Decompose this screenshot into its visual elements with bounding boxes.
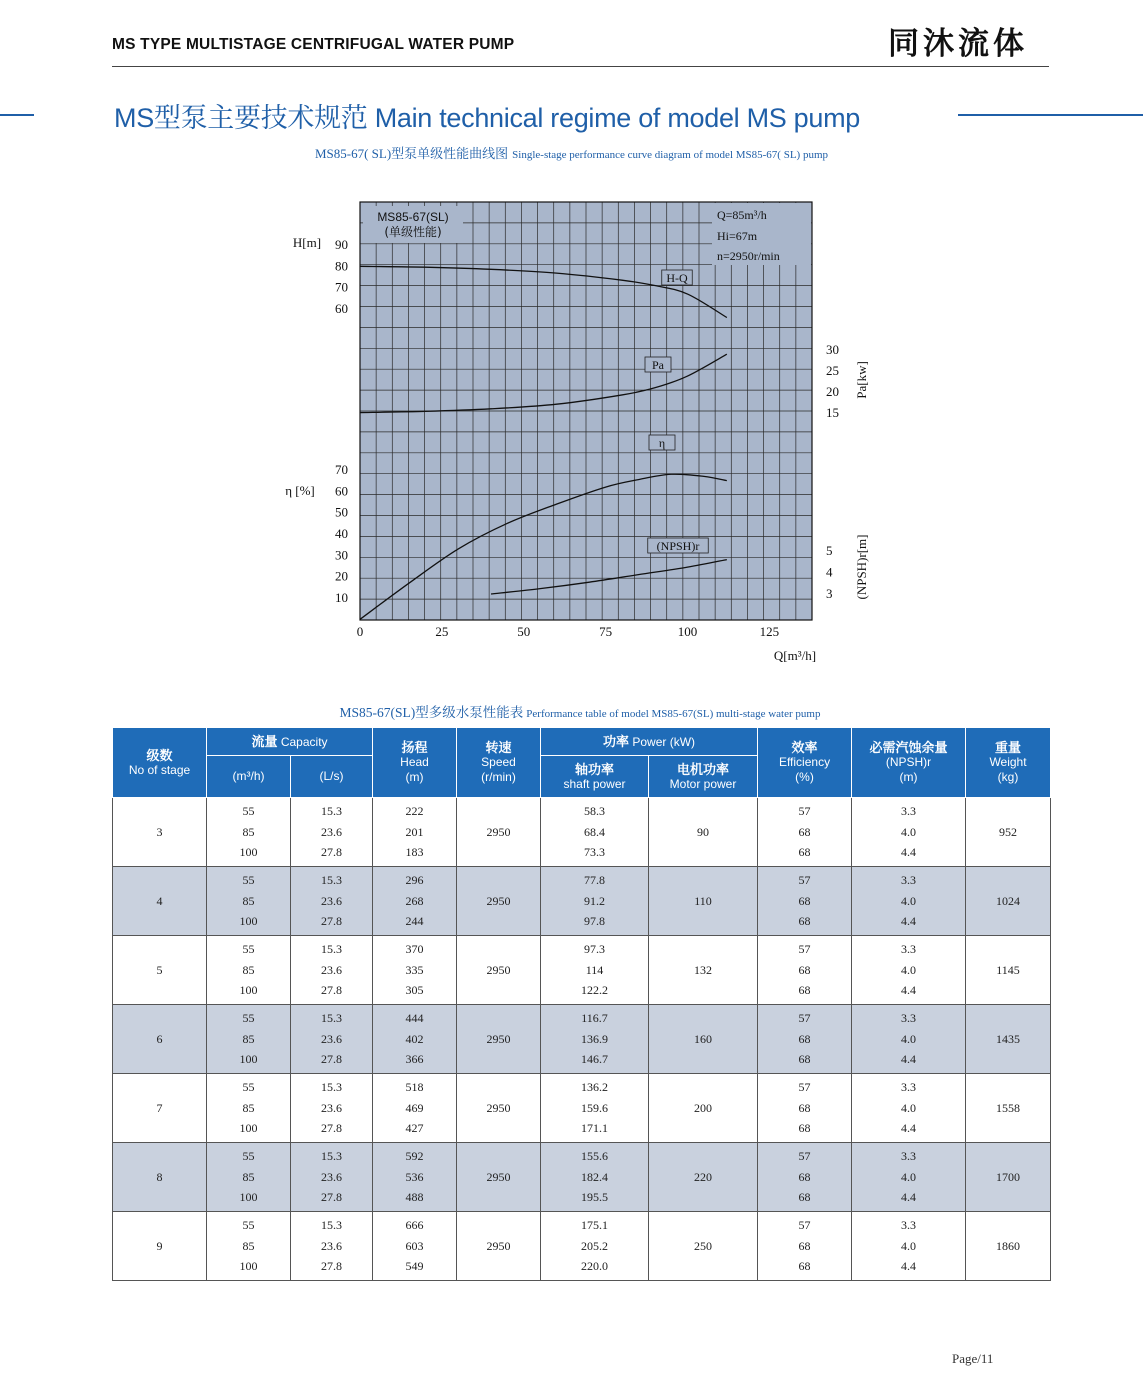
cell-shaft-power-value: 68.4 xyxy=(584,824,606,839)
cell-head-value: 427 xyxy=(405,1121,424,1136)
table-row xyxy=(113,1143,1051,1212)
cell-npsh-value: 4.4 xyxy=(901,1121,917,1136)
cell-weight: 1024 xyxy=(966,867,1051,936)
col-head: 扬程 Head (m) xyxy=(373,728,457,798)
table-row xyxy=(113,867,1051,936)
cell-weight: 1558 xyxy=(966,1074,1051,1143)
cell-flow-ls-value: 23.6 xyxy=(321,1169,342,1184)
cell-head-value: 402 xyxy=(405,1031,424,1046)
cell-head-value: 335 xyxy=(405,962,424,977)
power-tick-label: 25 xyxy=(826,363,839,378)
head-axis-label: H[m] xyxy=(292,235,322,250)
cell-shaft-power-value: 171.1 xyxy=(581,1121,609,1136)
cell-efficiency xyxy=(758,1005,852,1074)
cell-flow-m3h-value: 85 xyxy=(242,962,255,977)
cell-flow-ls-value: 15.3 xyxy=(321,1080,342,1095)
cell-weight: 1700 xyxy=(966,1143,1051,1212)
cell-shaft-power-value: 159.6 xyxy=(581,1100,609,1115)
cell-npsh-value: 4.0 xyxy=(901,1100,917,1115)
cell-flow-ls xyxy=(291,1005,373,1074)
cell-stage: 6 xyxy=(113,1005,207,1074)
cell-npsh-value: 3.3 xyxy=(901,1218,917,1233)
curve-label: Pa xyxy=(652,358,664,372)
cell-motor-power: 220 xyxy=(649,1143,758,1212)
x-axis-label: Q[m³/h] xyxy=(773,648,817,663)
cell-flow-ls-value: 23.6 xyxy=(321,1031,342,1046)
spec-line: Hi=67m xyxy=(717,229,758,243)
cell-efficiency-value: 68 xyxy=(798,1100,811,1115)
cell-npsh xyxy=(852,798,966,867)
efficiency-tick-label: 10 xyxy=(335,590,348,605)
cell-speed: 2950 xyxy=(457,1212,541,1281)
cell-efficiency-value: 68 xyxy=(798,1121,811,1136)
cell-flow-ls-value: 15.3 xyxy=(321,1149,342,1164)
cell-speed: 2950 xyxy=(457,867,541,936)
cell-flow-m3h-value: 100 xyxy=(239,983,258,998)
cell-npsh-value: 3.3 xyxy=(901,1011,917,1026)
cell-weight: 1145 xyxy=(966,936,1051,1005)
cell-flow-m3h-value: 85 xyxy=(242,824,255,839)
cell-npsh-value: 4.4 xyxy=(901,1052,917,1067)
cell-flow-m3h-value: 55 xyxy=(242,1218,255,1233)
col-capacity-m3h: (m³/h) xyxy=(207,756,291,798)
cell-efficiency-value: 57 xyxy=(798,1080,811,1095)
header-title: MS TYPE MULTISTAGE CENTRIFUGAL WATER PUMP xyxy=(112,36,515,53)
cell-flow-ls-value: 23.6 xyxy=(321,962,342,977)
col-speed: 转速 Speed (r/min) xyxy=(457,728,541,798)
power-tick-label: 30 xyxy=(826,342,839,357)
cell-shaft-power-value: 58.3 xyxy=(584,804,606,819)
table-row xyxy=(113,1212,1051,1281)
cell-npsh xyxy=(852,867,966,936)
cell-npsh-value: 4.4 xyxy=(901,983,917,998)
cell-efficiency-value: 68 xyxy=(798,1259,811,1274)
table-row xyxy=(113,1005,1051,1074)
cell-flow-ls-value: 15.3 xyxy=(321,1011,342,1026)
cell-flow-ls-value: 23.6 xyxy=(321,824,342,839)
cell-flow-ls xyxy=(291,1143,373,1212)
cell-flow-ls xyxy=(291,798,373,867)
col-efficiency: 效率 Efficiency (%) xyxy=(758,728,852,798)
efficiency-tick-label: 70 xyxy=(335,462,348,477)
x-tick-label: 50 xyxy=(517,624,531,639)
cell-flow-m3h-value: 55 xyxy=(242,1080,255,1095)
cell-flow-m3h xyxy=(207,1212,291,1281)
cell-npsh-value: 4.0 xyxy=(901,893,917,908)
cell-npsh-value: 4.4 xyxy=(901,1259,917,1274)
cell-flow-ls-value: 15.3 xyxy=(321,804,342,819)
col-capacity: 流量 Capacity xyxy=(207,728,373,756)
cell-stage: 7 xyxy=(113,1074,207,1143)
cell-efficiency-value: 57 xyxy=(798,873,811,888)
cell-npsh-value: 3.3 xyxy=(901,873,917,888)
cell-efficiency-value: 68 xyxy=(798,1031,811,1046)
cell-head-value: 183 xyxy=(405,845,424,860)
cell-flow-m3h-value: 100 xyxy=(239,1121,258,1136)
cell-flow-m3h xyxy=(207,798,291,867)
efficiency-tick-label: 20 xyxy=(335,568,348,584)
cell-head-value: 444 xyxy=(405,1011,424,1026)
cell-head xyxy=(373,1005,457,1074)
cell-head-value: 603 xyxy=(405,1238,424,1253)
cell-efficiency-value: 68 xyxy=(798,1190,811,1205)
cell-flow-ls-value: 27.8 xyxy=(321,1190,342,1205)
cell-shaft-power-value: 91.2 xyxy=(584,893,606,908)
cell-shaft-power-value: 175.1 xyxy=(581,1218,609,1233)
col-shaft-power: 轴功率 shaft power xyxy=(541,756,649,798)
cell-npsh-value: 4.4 xyxy=(901,914,917,929)
cell-flow-ls-value: 27.8 xyxy=(321,1052,342,1067)
cell-flow-ls-value: 15.3 xyxy=(321,1218,342,1233)
cell-npsh xyxy=(852,1005,966,1074)
performance-curve-chart xyxy=(0,0,1143,680)
cell-npsh-value: 3.3 xyxy=(901,1080,917,1095)
cell-motor-power: 160 xyxy=(649,1005,758,1074)
cell-npsh xyxy=(852,1143,966,1212)
cell-flow-ls xyxy=(291,1074,373,1143)
x-tick-label: 0 xyxy=(356,624,364,639)
cell-flow-m3h xyxy=(207,936,291,1005)
cell-shaft-power xyxy=(541,1074,649,1143)
cell-efficiency-value: 68 xyxy=(798,1238,811,1253)
cell-efficiency-value: 57 xyxy=(798,942,811,957)
cell-flow-ls-value: 23.6 xyxy=(321,1100,342,1115)
cell-motor-power: 250 xyxy=(649,1212,758,1281)
cell-head-value: 268 xyxy=(405,893,424,908)
cell-flow-m3h-value: 100 xyxy=(239,845,258,860)
cell-shaft-power xyxy=(541,1005,649,1074)
cell-motor-power: 200 xyxy=(649,1074,758,1143)
cell-flow-m3h-value: 85 xyxy=(242,1238,255,1253)
cell-stage: 4 xyxy=(113,867,207,936)
cell-head xyxy=(373,1074,457,1143)
cell-head-value: 536 xyxy=(405,1169,424,1184)
cell-head xyxy=(373,1212,457,1281)
table-row xyxy=(113,798,1051,867)
cell-npsh-value: 4.0 xyxy=(901,1031,917,1046)
cell-npsh-value: 3.3 xyxy=(901,1149,917,1164)
npsh-tick-label: 5 xyxy=(826,543,833,558)
col-npsh: 必需汽蚀余量 (NPSH)r (m) xyxy=(852,728,966,798)
cell-motor-power: 132 xyxy=(649,936,758,1005)
cell-flow-ls-value: 23.6 xyxy=(321,1238,342,1253)
cell-head-value: 201 xyxy=(405,824,424,839)
cell-efficiency xyxy=(758,1143,852,1212)
cell-head-value: 305 xyxy=(405,983,424,998)
cell-shaft-power-value: 116.7 xyxy=(581,1011,608,1026)
cell-flow-m3h-value: 100 xyxy=(239,1052,258,1067)
cell-flow-m3h-value: 55 xyxy=(242,804,255,819)
cell-head-value: 488 xyxy=(405,1190,424,1205)
model-label-line-2: (单级性能) xyxy=(384,225,442,239)
cell-flow-ls-value: 27.8 xyxy=(321,845,342,860)
cell-speed: 2950 xyxy=(457,936,541,1005)
cell-head-value: 592 xyxy=(405,1149,424,1164)
cell-stage: 3 xyxy=(113,798,207,867)
cell-weight: 952 xyxy=(966,798,1051,867)
cell-head-value: 222 xyxy=(405,804,424,819)
x-tick-label: 75 xyxy=(599,624,613,639)
col-stage: 级数 No of stage xyxy=(113,728,207,798)
power-tick-label: 20 xyxy=(826,384,839,399)
cell-motor-power: 90 xyxy=(649,798,758,867)
performance-table xyxy=(112,727,1051,1281)
cell-shaft-power-value: 136.2 xyxy=(581,1080,609,1095)
col-power: 功率 Power (kW) xyxy=(541,728,758,756)
cell-head-value: 518 xyxy=(405,1080,424,1095)
cell-efficiency-value: 68 xyxy=(798,1052,811,1067)
cell-head xyxy=(373,1143,457,1212)
cell-npsh-value: 3.3 xyxy=(901,942,917,957)
cell-shaft-power-value: 73.3 xyxy=(584,845,606,860)
cell-head xyxy=(373,798,457,867)
cell-npsh xyxy=(852,1212,966,1281)
efficiency-axis-label: η [%] xyxy=(285,483,315,498)
cell-npsh-value: 4.0 xyxy=(901,824,917,839)
spec-line: Q=85m³/h xyxy=(717,208,767,222)
table-caption-en: Performance table of model MS85-67(SL) multi-stage water pump xyxy=(526,708,821,720)
cell-shaft-power xyxy=(541,1212,649,1281)
power-axis-label: Pa[kw] xyxy=(854,361,869,399)
cell-flow-ls xyxy=(291,867,373,936)
cell-weight: 1860 xyxy=(966,1212,1051,1281)
cell-efficiency-value: 68 xyxy=(798,962,811,977)
cell-shaft-power-value: 136.9 xyxy=(581,1031,609,1046)
col-motor-power: 电机功率 Motor power xyxy=(649,756,758,798)
cell-efficiency-value: 68 xyxy=(798,845,811,860)
efficiency-tick-label: 60 xyxy=(335,483,348,499)
brand-logo-text: 同沐流体 xyxy=(888,26,1028,62)
chart-caption-en: Single-stage performance curve diagram of model MS85-67( SL) pump xyxy=(512,149,829,161)
cell-efficiency xyxy=(758,936,852,1005)
table-caption xyxy=(0,701,1143,721)
page-number: Page/11 xyxy=(952,1351,994,1366)
page-title: MS型泵主要技术规范 Main technical regime of model MS pump xyxy=(114,103,861,133)
cell-npsh-value: 4.4 xyxy=(901,845,917,860)
cell-flow-ls-value: 27.8 xyxy=(321,914,342,929)
cell-npsh-value: 4.4 xyxy=(901,1190,917,1205)
cell-shaft-power xyxy=(541,867,649,936)
cell-efficiency-value: 68 xyxy=(798,1169,811,1184)
cell-stage: 9 xyxy=(113,1212,207,1281)
cell-shaft-power-value: 114 xyxy=(585,962,604,977)
cell-head xyxy=(373,867,457,936)
cell-speed: 2950 xyxy=(457,1074,541,1143)
cell-flow-m3h-value: 100 xyxy=(239,914,258,929)
cell-shaft-power xyxy=(541,798,649,867)
cell-flow-ls-value: 27.8 xyxy=(321,1259,342,1274)
cell-stage: 8 xyxy=(113,1143,207,1212)
cell-motor-power: 110 xyxy=(649,867,758,936)
cell-flow-m3h-value: 85 xyxy=(242,1031,255,1046)
x-tick-label: 100 xyxy=(677,624,698,639)
cell-flow-ls-value: 15.3 xyxy=(321,873,342,888)
cell-shaft-power-value: 205.2 xyxy=(581,1238,609,1253)
cell-efficiency-value: 68 xyxy=(798,983,811,998)
cell-shaft-power xyxy=(541,936,649,1005)
curve-label: (NPSH)r xyxy=(656,539,700,553)
x-tick-label: 125 xyxy=(759,624,780,639)
cell-shaft-power-value: 146.7 xyxy=(581,1052,609,1067)
cell-shaft-power-value: 97.3 xyxy=(584,942,606,957)
cell-efficiency-value: 57 xyxy=(798,1149,811,1164)
cell-shaft-power-value: 220.0 xyxy=(581,1259,609,1274)
cell-speed: 2950 xyxy=(457,798,541,867)
cell-flow-m3h-value: 100 xyxy=(239,1190,258,1205)
cell-efficiency-value: 57 xyxy=(798,1218,811,1233)
cell-flow-m3h-value: 55 xyxy=(242,873,255,888)
cell-speed: 2950 xyxy=(457,1143,541,1212)
cell-efficiency-value: 57 xyxy=(798,804,811,819)
cell-head-value: 244 xyxy=(405,914,424,929)
cell-head-value: 549 xyxy=(405,1259,424,1274)
cell-head-value: 370 xyxy=(405,942,424,957)
cell-shaft-power-value: 182.4 xyxy=(581,1169,609,1184)
npsh-tick-label: 3 xyxy=(826,586,833,601)
efficiency-tick-label: 30 xyxy=(335,547,348,563)
cell-efficiency-value: 57 xyxy=(798,1011,811,1026)
cell-shaft-power-value: 195.5 xyxy=(581,1190,609,1205)
cell-shaft-power-value: 122.2 xyxy=(581,983,609,998)
cell-npsh-value: 3.3 xyxy=(901,804,917,819)
model-label-line-1: MS85-67(SL) xyxy=(377,210,449,224)
cell-flow-ls-value: 27.8 xyxy=(321,1121,342,1136)
power-tick-label: 15 xyxy=(826,405,839,420)
cell-efficiency-value: 68 xyxy=(798,914,811,929)
head-tick-label: 90 xyxy=(335,237,348,252)
col-capacity-ls: (L/s) xyxy=(291,756,373,798)
cell-npsh xyxy=(852,1074,966,1143)
table-row xyxy=(113,936,1051,1005)
cell-efficiency xyxy=(758,1074,852,1143)
cell-efficiency xyxy=(758,867,852,936)
head-tick-label: 70 xyxy=(335,279,348,295)
x-tick-label: 25 xyxy=(435,624,449,639)
cell-flow-m3h-value: 85 xyxy=(242,1169,255,1184)
cell-shaft-power xyxy=(541,1143,649,1212)
cell-stage: 5 xyxy=(113,936,207,1005)
cell-shaft-power-value: 155.6 xyxy=(581,1149,609,1164)
cell-flow-ls-value: 15.3 xyxy=(321,942,342,957)
curve-label: η xyxy=(658,436,666,450)
cell-flow-m3h-value: 100 xyxy=(239,1259,258,1274)
cell-efficiency-value: 68 xyxy=(798,893,811,908)
cell-speed: 2950 xyxy=(457,1005,541,1074)
cell-head-value: 296 xyxy=(405,873,424,888)
cell-flow-m3h xyxy=(207,1074,291,1143)
cell-flow-ls-value: 23.6 xyxy=(321,893,342,908)
chart-caption-cn: MS85-67( SL)型泵单级性能曲线图 xyxy=(314,146,509,161)
table-body xyxy=(113,798,1051,1281)
cell-npsh-value: 4.0 xyxy=(901,1238,917,1253)
cell-flow-m3h-value: 85 xyxy=(242,893,255,908)
spec-line: n=2950r/min xyxy=(717,249,780,263)
cell-shaft-power-value: 97.8 xyxy=(584,914,606,929)
cell-shaft-power-value: 77.8 xyxy=(584,873,606,888)
cell-flow-m3h-value: 85 xyxy=(242,1100,255,1115)
cell-flow-m3h-value: 55 xyxy=(242,1149,255,1164)
cell-efficiency xyxy=(758,798,852,867)
cell-flow-m3h-value: 55 xyxy=(242,1011,255,1026)
cell-head-value: 366 xyxy=(405,1052,424,1067)
cell-npsh-value: 4.0 xyxy=(901,1169,917,1184)
npsh-axis-label: (NPSH)r[m] xyxy=(854,534,869,600)
col-weight: 重量 Weight (kg) xyxy=(966,728,1051,798)
cell-head xyxy=(373,936,457,1005)
head-tick-label: 60 xyxy=(335,301,348,316)
efficiency-tick-label: 50 xyxy=(335,504,348,520)
head-tick-label: 80 xyxy=(335,258,348,274)
curve-label: H-Q xyxy=(666,271,688,285)
cell-head-value: 469 xyxy=(405,1100,424,1115)
cell-flow-ls-value: 27.8 xyxy=(321,983,342,998)
cell-flow-m3h xyxy=(207,1005,291,1074)
table-row xyxy=(113,1074,1051,1143)
cell-flow-ls xyxy=(291,1212,373,1281)
cell-npsh-value: 4.0 xyxy=(901,962,917,977)
cell-flow-m3h xyxy=(207,1143,291,1212)
table-caption-cn: MS85-67(SL)型多级水泵性能表 xyxy=(339,705,524,720)
cell-flow-m3h xyxy=(207,867,291,936)
cell-flow-m3h-value: 55 xyxy=(242,942,255,957)
cell-head-value: 666 xyxy=(405,1218,424,1233)
cell-efficiency xyxy=(758,1212,852,1281)
efficiency-tick-label: 40 xyxy=(335,526,348,541)
cell-flow-ls xyxy=(291,936,373,1005)
npsh-tick-label: 4 xyxy=(826,564,833,580)
cell-efficiency-value: 68 xyxy=(798,824,811,839)
cell-weight: 1435 xyxy=(966,1005,1051,1074)
cell-npsh xyxy=(852,936,966,1005)
